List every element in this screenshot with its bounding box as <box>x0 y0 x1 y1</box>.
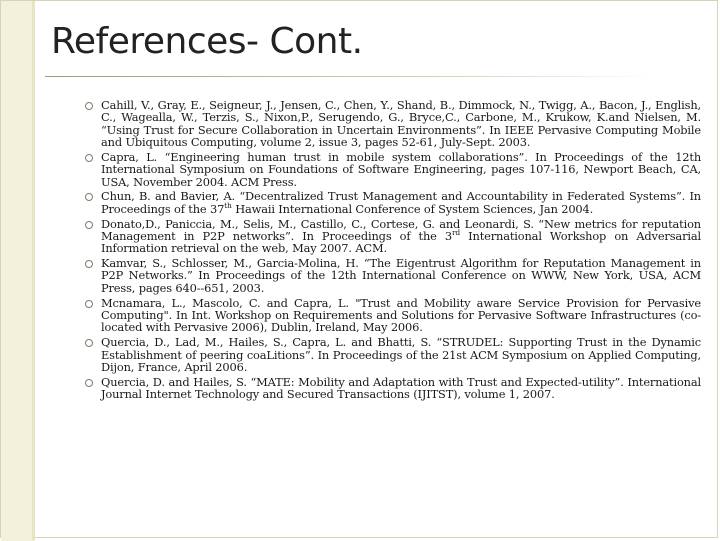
reference-text: Kamvar, S., Schlosser, M., Garcia-Molina, H. “The Eigentrust Algorithm for Reputation Management in P2P Networks.” In Proceedings of the 12th International Conference on WWW, New York, USA, ACM Press, pages 640--651, 2003. <box>101 256 701 295</box>
reference-text: Donato,D., Paniccia, M., Selis, M., Castillo, C., Cortese, G. and Leonardi, S. “New metrics for reputation Management in P2P networks”. In Proceedings of the 3 <box>101 216 701 243</box>
reference-list <box>101 99 701 403</box>
reference-item <box>101 257 701 294</box>
ordinal-suffix: th <box>224 201 232 211</box>
title-divider <box>45 76 655 77</box>
reference-item <box>101 336 701 373</box>
reference-item <box>101 297 701 334</box>
bullet-circle-icon <box>85 379 93 387</box>
reference-item <box>101 190 701 215</box>
reference-text: Chun, B. and Bavier, A. “Decentralized Trust Management and Accountability in Federated Systems”. In Proceedings of the 37 <box>101 189 701 216</box>
bullet-circle-icon <box>85 300 93 308</box>
ordinal-suffix: rd <box>451 228 461 238</box>
bullet-circle-icon <box>85 221 93 229</box>
bullet-circle-icon <box>85 260 93 268</box>
reference-text: Cahill, V., Gray, E., Seigneur, J., Jensen, C., Chen, Y., Shand, B., Dimmock, N., Twigg, A., Bacon, J., English, C., Wagealla, W., Terzis, S., Nixon,P., Serugendo, G., Bryce,C., Carbone, M., Krukow, K.and Nielsen, M. “Using Trust for Secure Collaboration in Uncertain Environments”. In IEEE Pervasive Computing Mobile and Ubiquitous Computing, volume 2, issue 3, pages 52-61, July-Sept. 2003. <box>101 98 701 150</box>
reference-text: Mcnamara, L., Mascolo, C. and Capra, L. "Trust and Mobility aware Service Provision for Pervasive Computing". In Int. Workshop on Requirements and Solutions for Pervasive Software Infrastructures (co-located with Pervasive 2006), Dublin, Ireland, May 2006. <box>101 295 701 335</box>
slide-title: References- Cont. <box>51 21 363 62</box>
reference-text: Quercia, D. and Hailes, S. “MATE: Mobility and Adaptation with Trust and Expected-utility”. International Journal Internet Technology and Secured Transactions (IJITST), volume 1, 2007. <box>101 374 701 402</box>
bullet-circle-icon <box>85 154 93 162</box>
reference-item <box>101 376 701 401</box>
bullet-circle-icon <box>85 102 93 110</box>
reference-text: Quercia, D., Lad, M., Hailes, S., Capra, L. and Bhatti, S. “STRUDEL: Supporting Trust in the Dynamic Establishment of peering coaLitions”. In Proceedings of the 21st ACM Symposium on Applied Computing, Dijon, France, April 2006. <box>101 335 701 374</box>
reference-item <box>101 99 701 149</box>
bullet-circle-icon <box>85 339 93 347</box>
reference-text-continued: Hawaii International Conference of System Sciences, Jan 2004. <box>231 201 594 216</box>
reference-text-continued: International Workshop on Adversarial Information retrieval on the web, May 2007. ACM. <box>101 228 701 256</box>
bullet-circle-icon <box>85 193 93 201</box>
reference-item <box>101 151 701 188</box>
reference-item <box>101 218 701 255</box>
reference-text: Capra, L. “Engineering human trust in mobile system collaborations”. In Proceedings of the 12th International Symposium on Foundations of Software Engineering, pages 107-116, Newport Beach, CA, USA, November 2004. ACM Press. <box>101 149 701 189</box>
decorative-side-band <box>1 1 35 541</box>
